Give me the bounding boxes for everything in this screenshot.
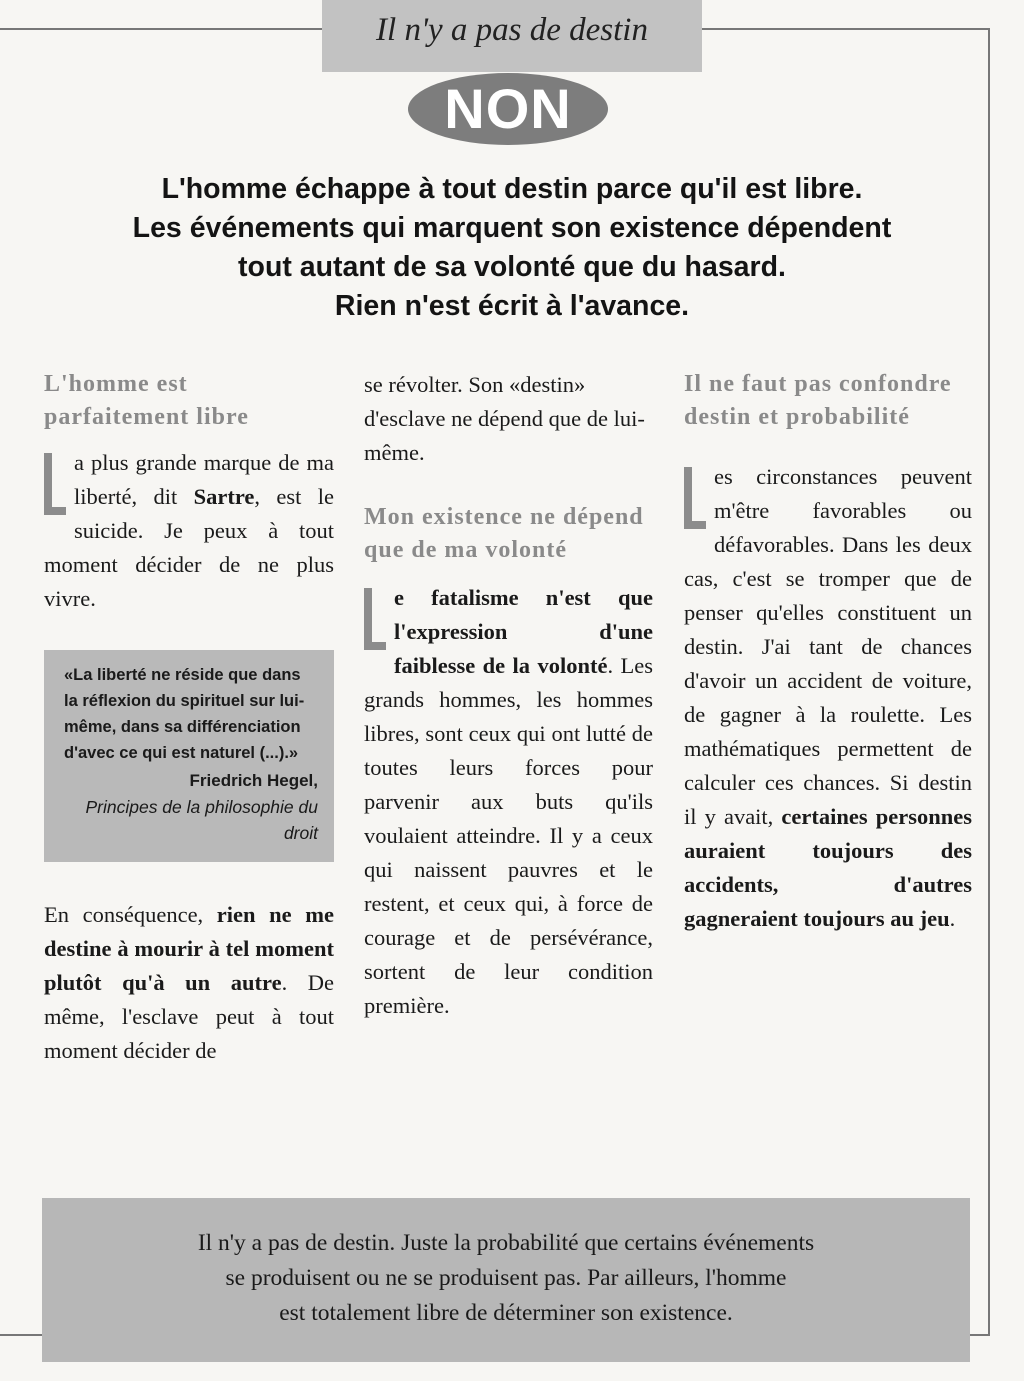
- paragraph: [684, 460, 972, 936]
- paragraph: [44, 898, 334, 1068]
- paragraph: [44, 446, 334, 616]
- paragraph: [364, 581, 653, 1023]
- paragraph-text: En conséquence,: [44, 902, 217, 927]
- conclusion-line: se produisent ou ne se produisent pas. Par ailleurs, l'homme: [225, 1265, 787, 1291]
- author-name: Sartre: [193, 484, 255, 509]
- conclusion-line: Il n'y a pas de destin. Juste la probabilité que certains événements: [197, 1230, 815, 1256]
- paragraph: se révolter. Son «destin» d'esclave ne dépend que de lui-même.: [364, 372, 645, 465]
- paragraph-text: a plus grande marque de ma liberté, dit: [74, 450, 334, 509]
- drop-cap-L-icon: [684, 467, 706, 529]
- drop-cap-L-icon: [44, 453, 66, 515]
- paragraph-text: . Les grands hommes, les hommes libres, sont ceux qui ont lutté de toutes leurs forces pour parvenir aux buts qu'ils voulaient atteindre. Il y a ceux qui naissent pauvres et le restent, et ceux qui, à force de courage et de persévérance, sortent de leur condition première.: [364, 653, 653, 1018]
- non-badge: NON: [408, 73, 608, 145]
- quote-source: Principes de la philosophie du droit: [85, 797, 318, 843]
- thesis-statement: [60, 170, 964, 326]
- conclusion-box: [42, 1198, 970, 1362]
- column-2: [364, 368, 653, 1023]
- conclusion-line: est totalement libre de déterminer son existence.: [279, 1300, 733, 1326]
- emphasis-text: rien ne me destine à mourir à tel moment plutôt qu'à un autre: [44, 902, 334, 995]
- thesis-line: Rien n'est écrit à l'avance.: [334, 290, 690, 322]
- thesis-line: tout autant de sa volonté que du hasard.: [238, 251, 786, 283]
- emphasis-text: e fatalisme n'est que l'expression d'une faiblesse de la volonté: [394, 585, 653, 678]
- thesis-line: Les événements qui marquent son existence dépendent: [132, 212, 892, 244]
- paragraph-text: . De même, l'esclave peut à tout moment décider de: [44, 970, 334, 1063]
- paragraph-text: , est le suicide. Je peux à tout moment décider de ne plus vivre.: [44, 484, 334, 611]
- section-heading: L'homme est parfaitement libre: [44, 371, 249, 430]
- quote-box: [44, 650, 334, 862]
- section-heading: Mon existence ne dépend que de ma volonté: [364, 504, 644, 563]
- thesis-line: L'homme échappe à tout destin parce qu'il est libre.: [161, 173, 863, 205]
- column-3: [684, 368, 972, 936]
- paragraph-text: .: [949, 906, 956, 931]
- quote-author: Friedrich Hegel,: [189, 771, 318, 790]
- page-title: Il n'y a pas de destin: [322, 0, 702, 72]
- section-heading: Il ne faut pas confondre destin et probabilité: [684, 371, 952, 430]
- paragraph-text: es circonstances peuvent m'être favorables ou défavorables. Dans les deux cas, c'est se tromper que de penser qu'elles constituent un destin. J'ai tant de chances d'avoir un accident de voiture, de gagner à la roulette. Les mathématiques permettent de calculer ces chances. Si destin il y avait,: [684, 464, 972, 829]
- column-1: [44, 368, 334, 1068]
- drop-cap-L-icon: [364, 588, 386, 650]
- emphasis-text: certaines personnes auraient toujours des accidents, d'autres gagneraient toujours au jeu: [684, 804, 972, 931]
- quote-text: «La liberté ne réside que dans la réflexion du spirituel sur lui-même, dans sa différenciation d'avec ce qui est naturel (...).»: [64, 666, 305, 762]
